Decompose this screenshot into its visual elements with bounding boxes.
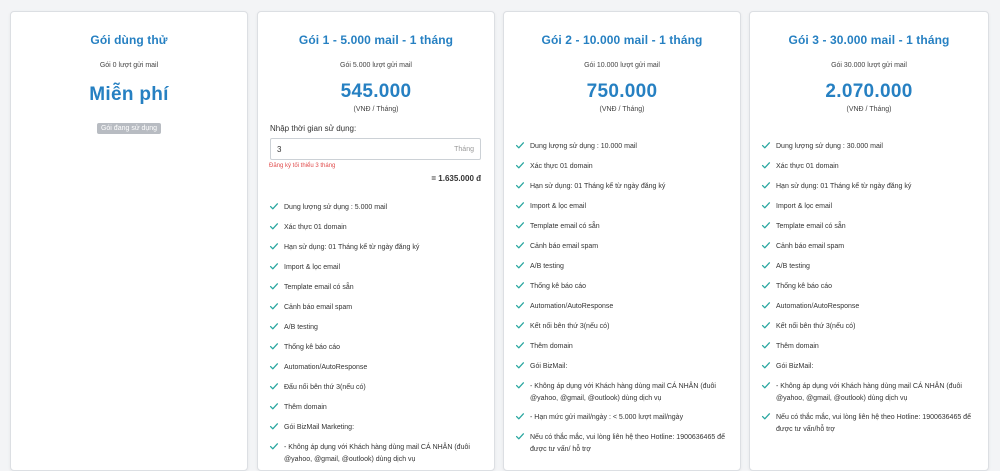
check-icon <box>516 242 530 254</box>
feature-item <box>516 161 732 174</box>
check-icon <box>270 323 284 335</box>
feature-text: Thêm domain <box>776 343 819 350</box>
feature-item <box>762 241 980 254</box>
duration-input[interactable] <box>277 145 397 154</box>
feature-text: Xác thực 01 domain <box>776 163 839 170</box>
plan-price: 2.070.000 <box>825 81 913 102</box>
feature-item <box>270 422 486 435</box>
feature-text: Automation/AutoResponse <box>530 303 614 310</box>
feature-text: Thống kê báo cáo <box>284 344 341 351</box>
feature-item <box>762 181 980 194</box>
feature-text: Xác thực 01 domain <box>284 224 347 231</box>
plan-price: Miễn phí <box>89 84 169 105</box>
plan-title: Gói dùng thử <box>90 33 168 47</box>
feature-item <box>516 181 732 194</box>
feature-text: Dung lượng sử dụng : 10.000 mail <box>530 143 637 150</box>
feature-item <box>762 161 980 174</box>
plan-subtitle: Gói 10.000 lượt gửi mail <box>584 62 660 69</box>
feature-text: Thêm domain <box>284 404 327 411</box>
feature-item <box>762 412 980 436</box>
check-icon <box>762 382 776 394</box>
feature-text: A/B testing <box>530 263 564 270</box>
feature-item <box>270 382 486 395</box>
duration-error: Đăng ký tối thiểu 3 tháng <box>269 163 336 169</box>
check-icon <box>270 363 284 375</box>
duration-field[interactable] <box>270 138 481 160</box>
feature-text: Hạn sử dụng: 01 Tháng kể từ ngày đăng ký <box>530 183 666 190</box>
check-icon <box>762 222 776 234</box>
feature-item <box>516 241 732 254</box>
check-icon <box>762 142 776 154</box>
feature-text: Hạn sử dụng: 01 Tháng kể từ ngày đăng ký <box>776 183 912 190</box>
feature-item <box>762 281 980 294</box>
check-icon <box>270 203 284 215</box>
check-icon <box>270 223 284 235</box>
feature-text: Kết nối bên thứ 3(nếu có) <box>776 323 856 330</box>
check-icon <box>762 202 776 214</box>
feature-item <box>516 381 732 405</box>
price-unit: (VNĐ / Tháng) <box>846 106 892 113</box>
check-icon <box>762 182 776 194</box>
feature-text: Gói BizMail Marketing: <box>284 424 355 431</box>
plan-title: Gói 2 - 10.000 mail - 1 tháng <box>541 33 703 47</box>
plan-card-1[interactable] <box>257 11 495 471</box>
feature-text: - Hạn mức gửi mail/ngày : < 5.000 lượt mail/ngày <box>530 414 684 421</box>
feature-text: A/B testing <box>776 263 810 270</box>
feature-text: Thống kê báo cáo <box>530 283 587 290</box>
price-unit: (VNĐ / Tháng) <box>599 106 645 113</box>
check-icon <box>270 303 284 315</box>
feature-item <box>762 201 980 214</box>
feature-text: Thêm domain <box>530 343 573 350</box>
plan-price: 545.000 <box>340 81 412 102</box>
feature-item <box>516 301 732 314</box>
check-icon <box>270 243 284 255</box>
feature-item <box>516 412 732 425</box>
plan-title: Gói 3 - 30.000 mail - 1 tháng <box>788 33 950 47</box>
feature-item <box>516 281 732 294</box>
feature-text: - Không áp dụng với Khách hàng dùng mail CÁ NHÂN (đuôi @yahoo, @gmail, @outlook) dùng dịch vụ <box>530 383 716 402</box>
plan-price: 750.000 <box>586 81 658 102</box>
check-icon <box>762 413 776 425</box>
feature-text: Template email có sẵn <box>776 223 846 230</box>
feature-item <box>270 262 486 275</box>
feature-item <box>762 301 980 314</box>
feature-text: - Không áp dụng với Khách hàng dùng mail CÁ NHÂN (đuôi @yahoo, @gmail, @outlook) dùng dịch vụ <box>284 444 470 463</box>
check-icon <box>516 302 530 314</box>
check-icon <box>762 242 776 254</box>
check-icon <box>516 262 530 274</box>
feature-text: Cảnh báo email spam <box>530 243 599 250</box>
plan-card-trial[interactable] <box>10 11 248 471</box>
plan-title: Gói 1 - 5.000 mail - 1 tháng <box>298 33 454 47</box>
feature-text: Import & lọc email <box>776 203 833 210</box>
feature-item <box>516 201 732 214</box>
feature-text: Nếu có thắc mắc, vui lòng liên hệ theo Hotline: 1900636465 để được tư vấn/ hỗ trợ <box>530 434 725 453</box>
feature-list <box>258 202 494 466</box>
feature-item <box>270 222 486 235</box>
feature-text: Thống kê báo cáo <box>776 283 833 290</box>
feature-text: Đấu nối bên thứ 3(nếu có) <box>284 384 366 391</box>
feature-item <box>762 141 980 154</box>
feature-item <box>762 321 980 334</box>
check-icon <box>270 423 284 435</box>
feature-text: Import & lọc email <box>530 203 587 210</box>
feature-item <box>762 341 980 354</box>
feature-item <box>516 432 732 456</box>
check-icon <box>516 382 530 394</box>
check-icon <box>270 263 284 275</box>
feature-item <box>270 202 486 215</box>
current-plan-badge: Gói đang sử dụng <box>97 123 161 134</box>
check-icon <box>516 322 530 334</box>
feature-text: Nếu có thắc mắc, vui lòng liên hệ theo Hotline: 1900636465 để được tư vấn/hỗ trợ <box>776 414 971 433</box>
feature-item <box>516 341 732 354</box>
total-price: = 1.635.000 đ <box>431 174 481 183</box>
check-icon <box>516 162 530 174</box>
plan-subtitle: Gói 0 lượt gửi mail <box>99 62 159 69</box>
check-icon <box>516 222 530 234</box>
check-icon <box>516 182 530 194</box>
check-icon <box>270 383 284 395</box>
feature-item <box>762 221 980 234</box>
feature-item <box>762 261 980 274</box>
feature-list <box>750 141 988 436</box>
check-icon <box>516 202 530 214</box>
feature-item <box>270 442 486 466</box>
feature-text: Xác thực 01 domain <box>530 163 593 170</box>
feature-item <box>516 321 732 334</box>
feature-text: Template email có sẵn <box>284 284 354 291</box>
feature-item <box>516 141 732 154</box>
check-icon <box>516 362 530 374</box>
check-icon <box>762 342 776 354</box>
check-icon <box>270 403 284 415</box>
check-icon <box>516 342 530 354</box>
feature-text: A/B testing <box>284 324 318 331</box>
plan-card-2[interactable] <box>503 11 741 471</box>
price-unit: (VNĐ / Tháng) <box>353 106 399 113</box>
feature-text: Kết nối bên thứ 3(nếu có) <box>530 323 610 330</box>
check-icon <box>762 282 776 294</box>
feature-text: Hạn sử dụng: 01 Tháng kể từ ngày đăng ký <box>284 244 420 251</box>
feature-text: Cảnh báo email spam <box>284 304 353 311</box>
feature-item <box>270 302 486 315</box>
feature-text: Gói BizMail: <box>530 363 568 370</box>
feature-item <box>516 261 732 274</box>
feature-text: Dung lượng sử dụng : 5.000 mail <box>284 204 388 211</box>
check-icon <box>516 142 530 154</box>
duration-unit: Tháng <box>454 145 474 153</box>
feature-list <box>504 141 740 456</box>
plan-subtitle: Gói 5.000 lượt gửi mail <box>340 62 412 69</box>
feature-item <box>270 362 486 375</box>
check-icon <box>762 302 776 314</box>
feature-text: Template email có sẵn <box>530 223 600 230</box>
feature-item <box>270 322 486 335</box>
check-icon <box>762 362 776 374</box>
check-icon <box>270 283 284 295</box>
plan-subtitle: Gói 30.000 lượt gửi mail <box>831 62 907 69</box>
feature-item <box>762 381 980 405</box>
feature-item <box>516 361 732 374</box>
feature-item <box>516 221 732 234</box>
check-icon <box>516 282 530 294</box>
feature-item <box>270 282 486 295</box>
plan-card-3[interactable] <box>749 11 989 471</box>
feature-item <box>270 342 486 355</box>
feature-text: Automation/AutoResponse <box>776 303 860 310</box>
duration-label: Nhập thời gian sử dụng: <box>270 124 357 133</box>
check-icon <box>762 162 776 174</box>
feature-text: Import & lọc email <box>284 264 341 271</box>
feature-text: Dung lượng sử dụng : 30.000 mail <box>776 143 883 150</box>
check-icon <box>270 443 284 455</box>
feature-item <box>270 242 486 255</box>
feature-item <box>762 361 980 374</box>
check-icon <box>762 322 776 334</box>
check-icon <box>762 262 776 274</box>
feature-text: - Không áp dụng với Khách hàng dùng mail CÁ NHÂN (đuôi @yahoo, @gmail, @outlook) dùng dịch vụ <box>776 383 962 402</box>
check-icon <box>516 413 530 425</box>
feature-item <box>270 402 486 415</box>
check-icon <box>516 433 530 445</box>
feature-text: Cảnh báo email spam <box>776 243 845 250</box>
check-icon <box>270 343 284 355</box>
feature-text: Automation/AutoResponse <box>284 364 368 371</box>
feature-text: Gói BizMail: <box>776 363 814 370</box>
